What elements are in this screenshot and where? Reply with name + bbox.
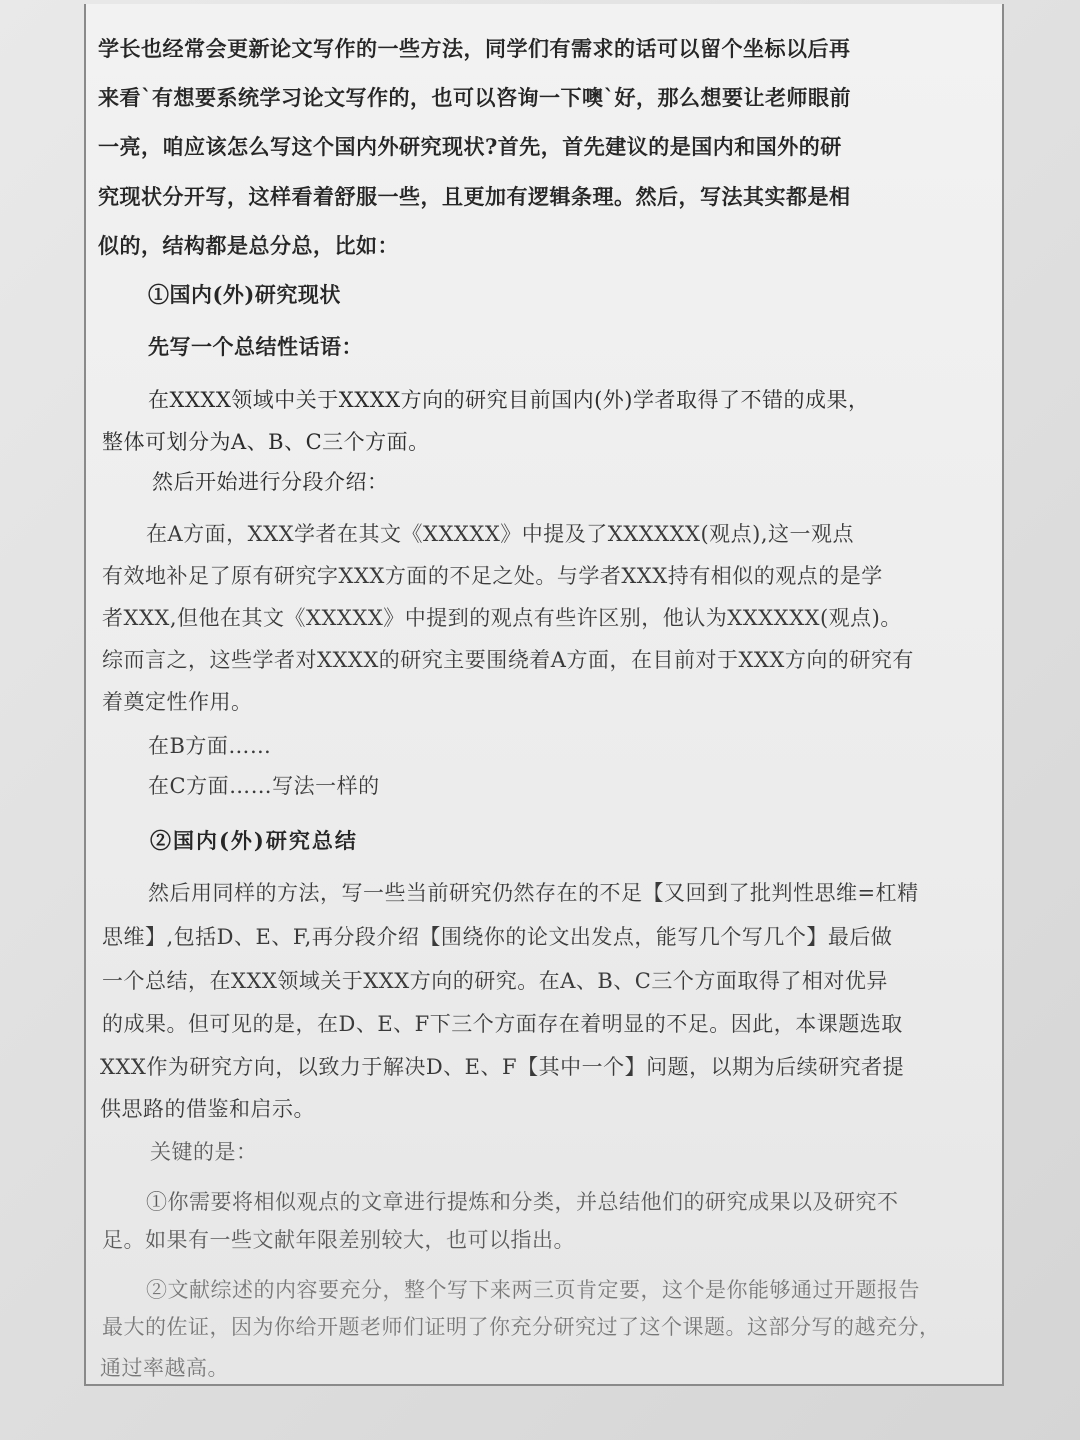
intro-line: 究现状分开写，这样看着舒服一些，且更加有逻辑条理。然后，写法其实都是相 bbox=[98, 184, 851, 209]
intro-line: 来看`有想要系统学习论文写作的，也可以咨询一下噢`好，那么想要让老师眼前 bbox=[98, 85, 851, 110]
section-heading: ①国内(外)研究现状 bbox=[148, 282, 341, 307]
key-heading: 关键的是： bbox=[150, 1140, 258, 1164]
aspect-a-line: 综而言之，这些学者对XXXX的研究主要围绕着A方面，在目前对于XXX方向的研究有 bbox=[102, 648, 914, 672]
intro-line: 学长也经常会更新论文写作的一些方法，同学们有需求的话可以留个坐标以后再 bbox=[98, 36, 851, 61]
aspect-b-line: 在B方面…… bbox=[148, 734, 272, 758]
document-page bbox=[84, 4, 1004, 1386]
conclusion-line: 的成果。但可见的是，在D、E、F下三个方面存在着明显的不足。因此，本课题选取 bbox=[102, 1012, 903, 1036]
intro-line: 似的，结构都是总分总，比如： bbox=[98, 233, 399, 258]
intro-line: 一亮，咱应该怎么写这个国内外研究现状?首先，首先建议的是国内和国外的研 bbox=[98, 134, 842, 159]
summary-intro: 先写一个总结性话语： bbox=[148, 334, 363, 359]
segment-intro: 然后开始进行分段介绍： bbox=[152, 470, 389, 494]
conclusion-line: XXX作为研究方向，以致力于解决D、E、F【其中一个】问题，以期为后续研究者提 bbox=[100, 1055, 905, 1079]
conclusion-line: 一个总结，在XXX领域关于XXX方向的研究。在A、B、C三个方面取得了相对优异 bbox=[102, 969, 888, 993]
aspect-a-line: 着奠定性作用。 bbox=[102, 690, 253, 714]
summary-line: 在XXXX领域中关于XXXX方向的研究目前国内(外)学者取得了不错的成果， bbox=[148, 388, 870, 412]
key-point-line: 通过率越高。 bbox=[100, 1356, 229, 1380]
key-point-line: 足。如果有一些文献年限差别较大，也可以指出。 bbox=[102, 1228, 575, 1252]
conclusion-line: 然后用同样的方法，写一些当前研究仍然存在的不足【又回到了批判性思维=杠精 bbox=[148, 881, 919, 905]
conclusion-line: 供思路的借鉴和启示。 bbox=[100, 1097, 315, 1121]
conclusion-line: 思维】,包括D、E、F,再分段介绍【围绕你的论文出发点，能写几个写几个】最后做 bbox=[102, 925, 893, 949]
aspect-a-line: 者XXX,但他在其文《XXXXX》中提到的观点有些许区别，他认为XXXXXX(观点)。 bbox=[102, 606, 902, 630]
aspect-a-line: 在A方面，XXX学者在其文《XXXXX》中提及了XXXXXX(观点),这一观点 bbox=[146, 522, 855, 546]
aspect-c-line: 在C方面……写法一样的 bbox=[148, 774, 380, 798]
key-point-line: ①你需要将相似观点的文章进行提炼和分类，并总结他们的研究成果以及研究不 bbox=[146, 1190, 899, 1214]
section-heading: ②国内(外)研究总结 bbox=[150, 828, 358, 853]
key-point-line: 最大的佐证，因为你给开题老师们证明了你充分研究过了这个课题。这部分写的越充分， bbox=[102, 1315, 941, 1339]
summary-line: 整体可划分为A、B、C三个方面。 bbox=[102, 430, 430, 454]
key-point-line: ②文献综述的内容要充分，整个写下来两三页肯定要，这个是你能够通过开题报告 bbox=[146, 1278, 920, 1302]
aspect-a-line: 有效地补足了原有研究字XXX方面的不足之处。与学者XXX持有相似的观点的是学 bbox=[102, 564, 883, 588]
